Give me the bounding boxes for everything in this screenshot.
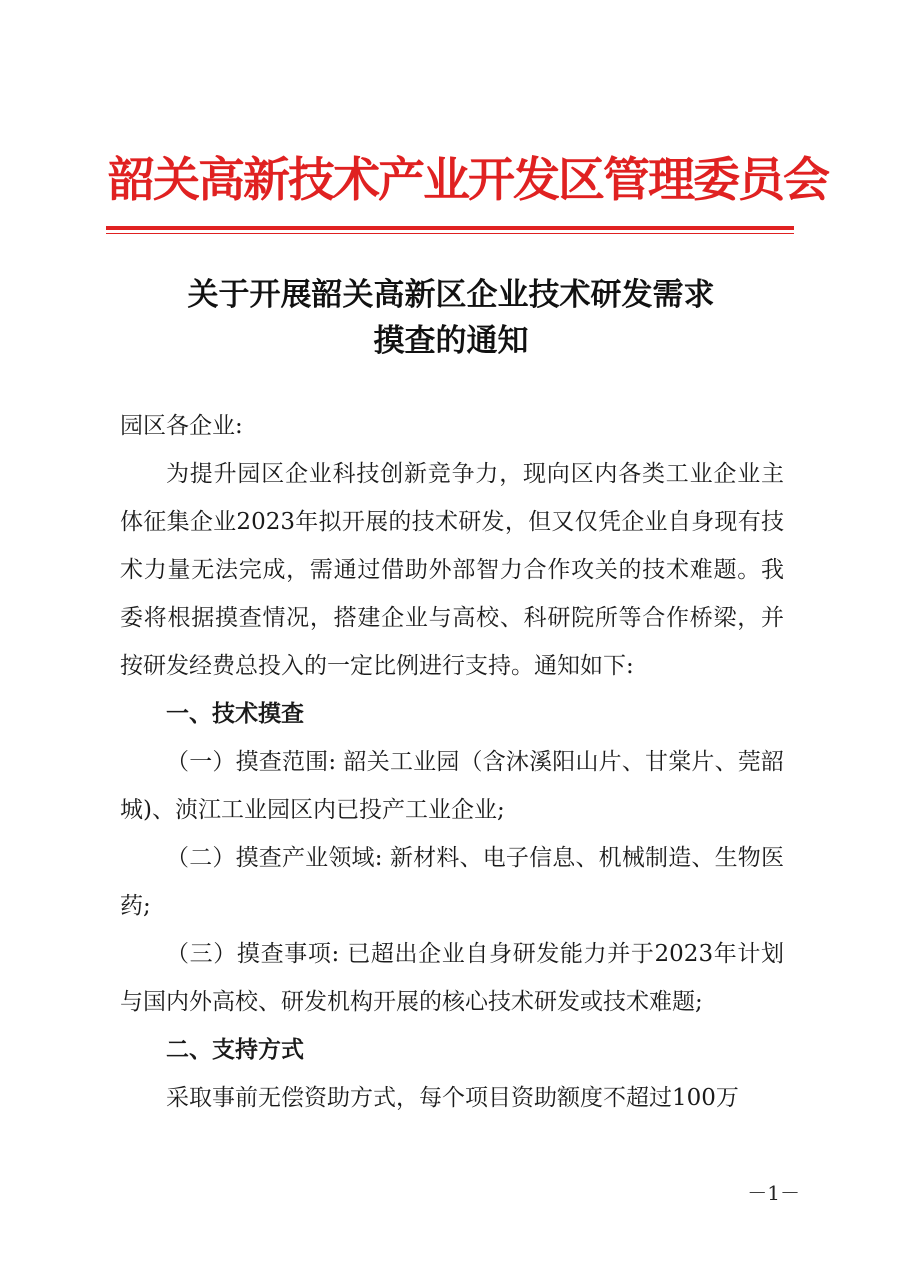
masthead-red-rule-thick (106, 226, 794, 230)
masthead-red-rule-thin (106, 233, 794, 234)
document-body (120, 402, 784, 1122)
issuing-organization-masthead: 韶关高新技术产业开发区管理委员会 (108, 153, 828, 208)
page-number: －1－ (747, 1181, 800, 1205)
intro-paragraph: 为提升园区企业科技创新竞争力，现向区内各类工业企业主体征集企业2023年拟开展的技术研发，但又仅凭企业自身现有技术力量无法完成，需通过借助外部智力合作攻关的技术难题。我委将根据摸查情况，搭建企业与高校、科研院所等合作桥梁，并按研发经费总投入的一定比例进行支持。通知如下: (120, 461, 784, 679)
survey-item-matters: （三）摸查事项: 已超出企业自身研发能力并于2023年计划与国内外高校、研发机构开展的核心技术研发或技术难题; (120, 941, 784, 1015)
document-title (108, 272, 794, 364)
document-title-line-1: 关于开展韶关高新区企业技术研发需求 (187, 277, 715, 313)
support-method-paragraph: 采取事前无偿资助方式，每个项目资助额度不超过100万 (166, 1085, 739, 1111)
survey-item-scope: （一）摸查范围: 韶关工业园（含沐溪阳山片、甘棠片、莞韶城)、浈江工业园区内已投产工业企业; (120, 749, 784, 823)
salutation: 园区各企业: (120, 413, 243, 439)
section-heading-technical-survey: 一、技术摸查 (166, 701, 304, 727)
document-title-line-2: 摸查的通知 (373, 323, 529, 359)
section-heading-support-method: 二、支持方式 (166, 1037, 304, 1063)
survey-item-industry-fields: （二）摸查产业领域: 新材料、电子信息、机械制造、生物医药; (120, 845, 784, 919)
